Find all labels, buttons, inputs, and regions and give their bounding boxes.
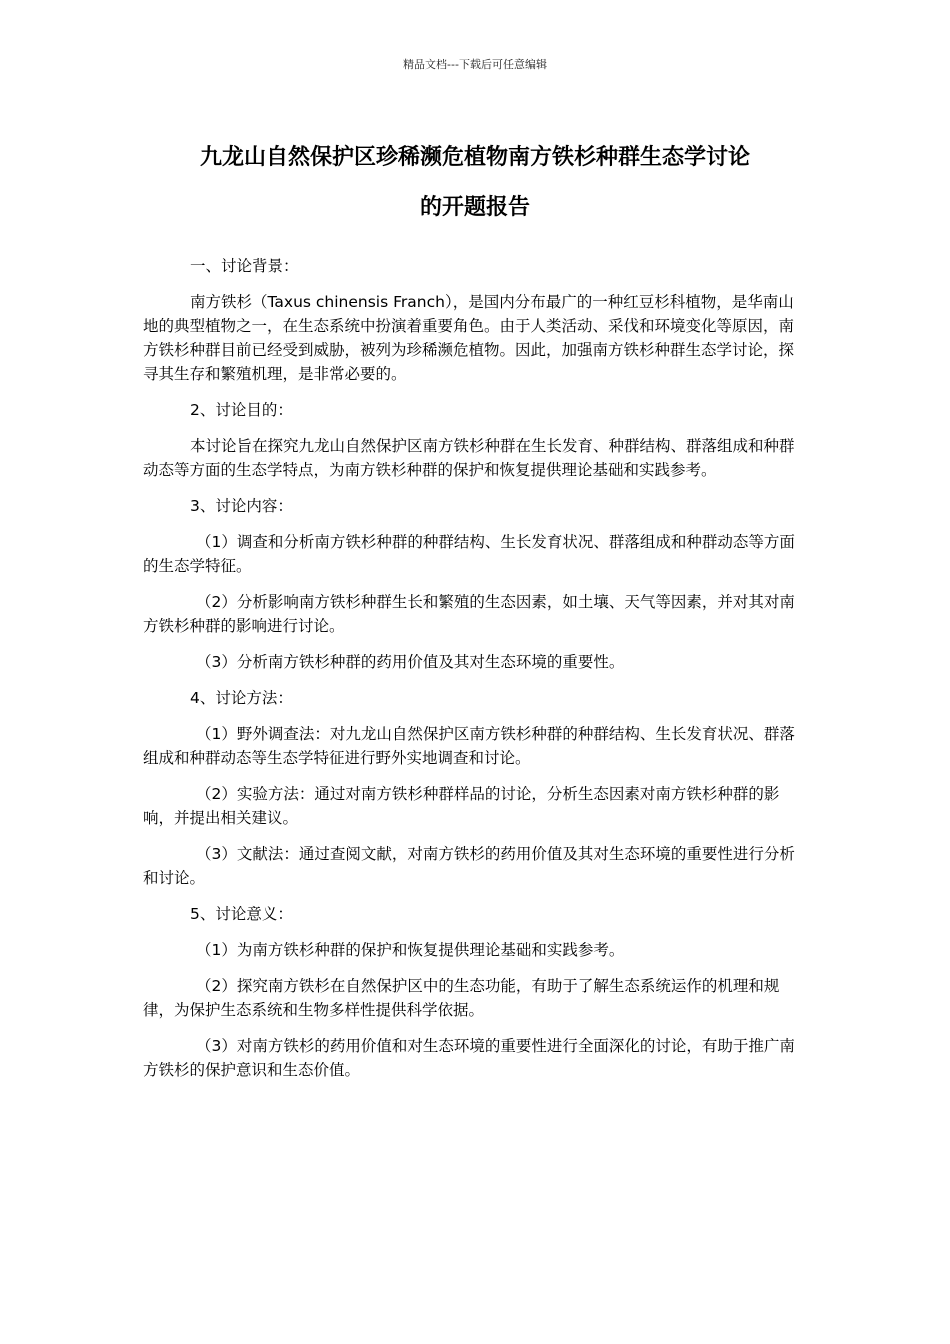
paragraph-purpose: 本讨论旨在探究九龙山自然保护区南方铁杉种群在生长发育、种群结构、群落组成和种群动态等方面的生态学特点，为南方铁杉种群的保护和恢复提供理论基础和实践参考。 [143,437,795,479]
list-item-content-1: （1）调查和分析南方铁杉种群的种群结构、生长发育状况、群落组成和种群动态等方面的生态学特征。 [143,533,795,575]
list-item-methods-3: （3）文献法：通过查阅文献，对南方铁杉的药用价值及其对生态环境的重要性进行分析和讨论。 [143,845,795,887]
list-item-content-2: （2）分析影响南方铁杉种群生长和繁殖的生态因素，如土壤、天气等因素，并对其对南方铁杉种群的影响进行讨论。 [143,593,795,635]
document-title [130,133,820,233]
section-heading-significance: 5、讨论意义： [190,905,293,923]
list-item-methods-2: （2）实验方法：通过对南方铁杉种群样品的讨论，分析生态因素对南方铁杉种群的影响，并提出相关建议。 [143,785,780,827]
list-item-methods-1: （1）野外调查法：对九龙山自然保护区南方铁杉种群的种群结构、生长发育状况、群落组成和种群动态等生态学特征进行野外实地调查和讨论。 [143,725,795,767]
title-line-2: 的开题报告 [419,195,530,220]
list-item-significance-1: （1）为南方铁杉种群的保护和恢复提供理论基础和实践参考。 [196,941,625,959]
header-note: 精品文档---下载后可任意编辑 [403,58,547,71]
title-line-1: 九龙山自然保护区珍稀濒危植物南方铁杉种群生态学讨论 [199,145,750,170]
section-heading-content: 3、讨论内容： [190,497,293,515]
list-item-significance-3: （3）对南方铁杉的药用价值和对生态环境的重要性进行全面深化的讨论，有助于推广南方铁杉的保护意识和生态价值。 [143,1037,795,1079]
section-heading-purpose: 2、讨论目的： [190,401,293,419]
document-body [143,254,803,1094]
paragraph-background: 南方铁杉（Taxus chinensis Franch），是国内分布最广的一种红豆杉科植物，是华南山地的典型植物之一，在生态系统中扮演着重要角色。由于人类活动、采伐和环境变化等原因，南方铁杉种群目前已经受到威胁，被列为珍稀濒危植物。因此，加强南方铁杉种群生态学讨论，探寻其生存和繁殖机理，是非常必要的。 [143,293,795,383]
list-item-content-3: （3）分析南方铁杉种群的药用价值及其对生态环境的重要性。 [196,653,625,671]
section-heading-background: 一、讨论背景： [190,257,299,275]
list-item-significance-2: （2）探究南方铁杉在自然保护区中的生态功能，有助于了解生态系统运作的机理和规律，为保护生态系统和生物多样性提供科学依据。 [143,977,780,1019]
section-heading-methods: 4、讨论方法： [190,689,293,707]
